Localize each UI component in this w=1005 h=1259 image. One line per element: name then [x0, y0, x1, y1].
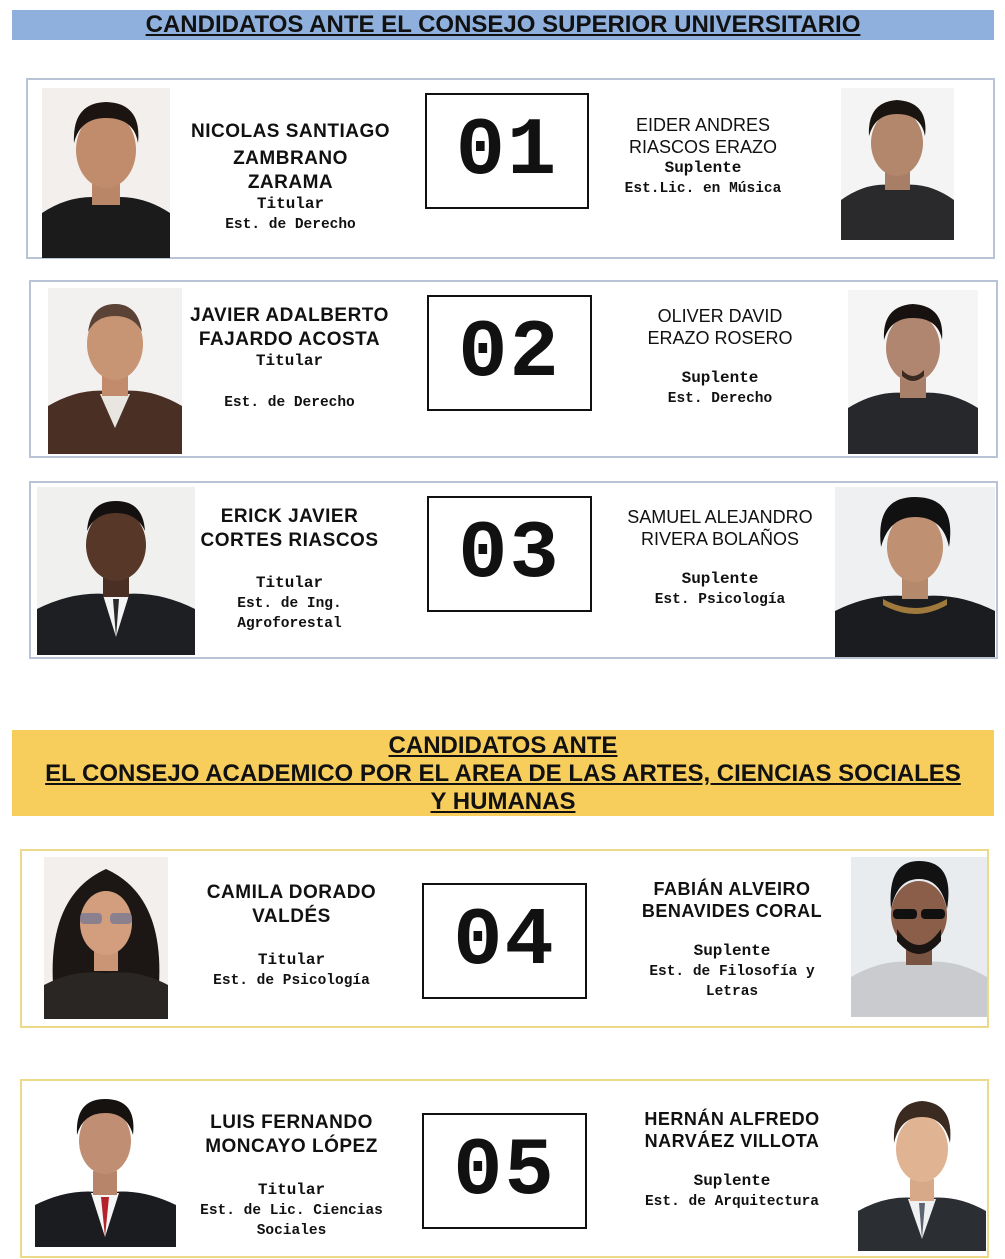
titular-program: Est. de Ing.	[237, 596, 342, 612]
titular-role: Titular	[257, 1181, 326, 1199]
suplente-name-line: BENAVIDES CORAL	[641, 901, 823, 921]
suplente-photo	[858, 1093, 986, 1251]
titular-name-line: FAJARDO ACOSTA	[198, 329, 381, 350]
titular-info	[178, 118, 403, 235]
titular-info	[179, 1109, 404, 1241]
titular-photo	[48, 288, 182, 454]
candidate-number: 05	[422, 1113, 587, 1229]
suplente-program: Letras	[705, 984, 759, 1000]
candidate-number: 04	[422, 883, 587, 999]
suplente-name-line: NARVÁEZ VILLOTA	[644, 1131, 820, 1151]
suplente-photo	[835, 487, 995, 657]
titular-info	[177, 503, 402, 634]
suplente-info	[617, 305, 823, 409]
suplente-name-line: EIDER ANDRES	[635, 115, 771, 135]
suplente-program: Est.Lic. en Música	[624, 181, 782, 197]
candidate-number: 03	[427, 496, 592, 612]
titular-role: Titular	[255, 574, 324, 592]
candidate-number: 02	[427, 295, 592, 411]
titular-role: Titular	[255, 352, 324, 370]
section-title-line: EL CONSEJO ACADEMICO POR EL AREA DE LAS ARTES, CIENCIAS SOCIALES	[45, 760, 961, 787]
suplente-role: Suplente	[681, 369, 759, 387]
titular-info	[177, 302, 402, 413]
titular-info	[179, 879, 404, 991]
titular-photo	[44, 857, 168, 1019]
suplente-program: Est. Derecho	[667, 391, 773, 407]
section-title-consejo-superior: CANDIDATOS ANTE EL CONSEJO SUPERIOR UNIVERSITARIO	[12, 10, 994, 40]
section-title-line: Y HUMANAS	[430, 788, 576, 815]
section-title-consejo-academico	[12, 730, 994, 816]
suplente-info	[622, 878, 842, 1002]
suplente-program: Est. Psicología	[654, 592, 786, 608]
titular-photo	[37, 487, 195, 655]
suplente-name-line: ERAZO ROSERO	[647, 328, 793, 348]
suplente-role: Suplente	[693, 1172, 771, 1190]
titular-program: Est. de Derecho	[224, 395, 355, 411]
suplente-info	[617, 506, 823, 610]
titular-program: Agroforestal	[237, 616, 342, 632]
suplente-role: Suplente	[693, 942, 771, 960]
titular-program: Est. de Lic. Ciencias	[200, 1203, 383, 1219]
suplente-info	[622, 1108, 842, 1212]
suplente-info	[600, 114, 806, 199]
suplente-name-line: RIVERA BOLAÑOS	[640, 529, 800, 549]
titular-program: Est. de Derecho	[225, 217, 356, 233]
titular-name-line: NICOLAS SANTIAGO	[190, 121, 391, 142]
titular-name-line: JAVIER ADALBERTO	[190, 305, 389, 326]
suplente-role: Suplente	[681, 570, 759, 588]
suplente-name-line: HERNÁN ALFREDO	[644, 1109, 820, 1129]
titular-name-line: ZARAMA	[247, 172, 334, 193]
suplente-photo	[841, 88, 954, 240]
suplente-name-line: OLIVER DAVID	[657, 306, 783, 326]
suplente-name-line: SAMUEL ALEJANDRO	[627, 507, 813, 527]
suplente-program: Est. de Arquitectura	[644, 1194, 820, 1210]
section-title-line: CANDIDATOS ANTE	[388, 732, 618, 759]
titular-name-line: CORTES RIASCOS	[200, 530, 379, 551]
titular-name-line: ZAMBRANO	[233, 148, 348, 169]
candidate-card-01	[26, 78, 995, 259]
candidate-card-04	[20, 849, 989, 1028]
titular-role: Titular	[257, 951, 326, 969]
titular-name-line: VALDÉS	[252, 906, 331, 927]
titular-name-line: MONCAYO LÓPEZ	[205, 1136, 378, 1157]
candidate-card-02	[29, 280, 998, 458]
candidate-number: 01	[425, 93, 589, 209]
titular-role: Titular	[256, 195, 325, 213]
suplente-photo	[851, 857, 987, 1017]
titular-name-line: ERICK JAVIER	[220, 506, 359, 527]
titular-program: Est. de Psicología	[213, 973, 370, 989]
suplente-program: Est. de Filosofía y	[649, 964, 815, 980]
titular-name-line: CAMILA DORADO	[206, 882, 377, 903]
titular-name-line: LUIS FERNANDO	[210, 1112, 373, 1133]
suplente-role: Suplente	[664, 159, 742, 177]
suplente-name-line: RIASCOS ERAZO	[628, 137, 778, 157]
candidate-card-03	[29, 481, 998, 659]
titular-photo	[35, 1087, 176, 1247]
titular-program: Sociales	[256, 1223, 327, 1239]
candidate-card-05	[20, 1079, 989, 1258]
titular-photo	[42, 88, 170, 258]
suplente-name-line: FABIÁN ALVEIRO	[653, 879, 811, 899]
suplente-photo	[848, 290, 978, 454]
